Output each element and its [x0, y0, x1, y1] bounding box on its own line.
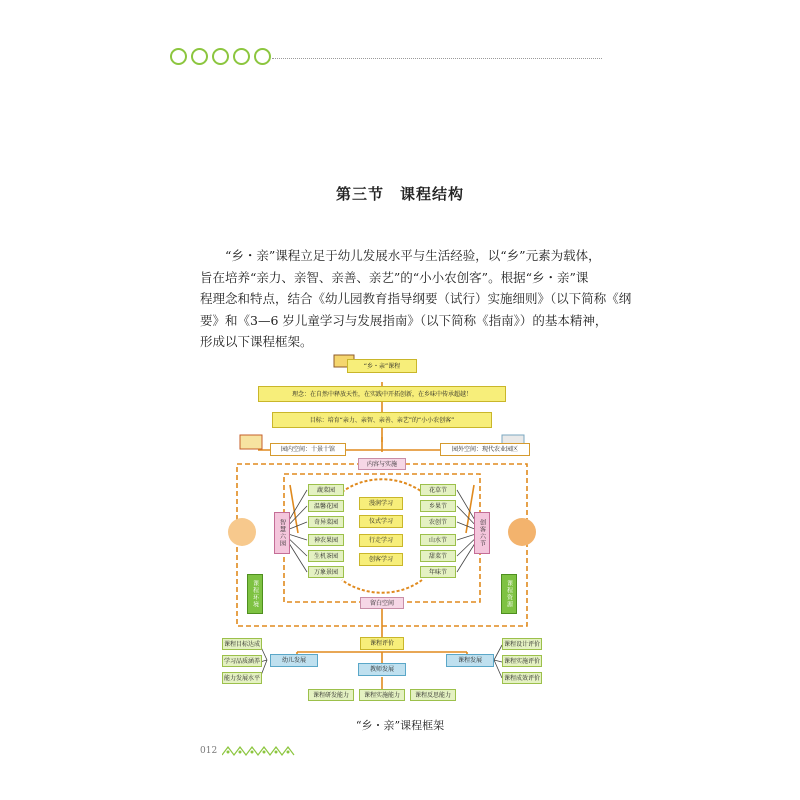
child-eval-item: 能力发展水平 — [222, 672, 262, 684]
page-number: 012 — [200, 746, 218, 756]
space-out-box: 园外空间：现代农业园区 — [440, 443, 530, 456]
figure-caption: “乡・亲”课程框架 — [355, 719, 445, 732]
right-item: 山水节 — [420, 534, 456, 546]
paragraph-line: 旨在培养“亲力、亲智、亲善、亲艺”的“小小农创客”。根据“乡・亲”课 — [200, 269, 589, 285]
left-group-box: 智慧六园 — [274, 512, 290, 554]
child-eval-item: 课程目标达成 — [222, 638, 262, 650]
child-dev-box: 幼儿发展 — [270, 654, 318, 667]
content-box: 内容与实施 — [358, 458, 406, 470]
idea-banner: 理念：在自然中释放天性，在实践中开拓创新，在乡味中传承超越！ — [258, 386, 506, 402]
course-title-box: “乡・亲”课程 — [347, 359, 417, 373]
paragraph-line: 程理念和特点，结合《幼儿园教育指导纲要（试行）实施细则》（以下简称《纲 — [200, 291, 632, 306]
left-item: 万象景园 — [308, 566, 344, 578]
right-group-box: 创客六节 — [474, 512, 490, 554]
child-eval-item: 学习品质涵养 — [222, 655, 262, 667]
left-item: 神农果园 — [308, 534, 344, 546]
right-item: 花草节 — [420, 484, 456, 496]
logo-circle — [212, 48, 229, 65]
right-item: 年味节 — [420, 566, 456, 578]
header-logo — [170, 48, 271, 65]
learning-item: 行走学习 — [359, 534, 403, 547]
section-title: 第三节 课程结构 — [335, 185, 464, 203]
blank-space-box: 留白空间 — [360, 597, 404, 609]
course-eval-item: 课程成效评价 — [502, 672, 542, 684]
body-paragraph — [200, 245, 632, 353]
course-eval-item: 课程实施评价 — [502, 655, 542, 667]
logo-circle — [170, 48, 187, 65]
teacher-eval-item: 课程反思能力 — [410, 689, 456, 701]
paragraph-line: “乡・亲”课程立足于幼儿发展水平与生活经验，以“乡”元素为载体， — [225, 248, 601, 263]
house-left-illustration — [240, 435, 262, 449]
left-item: 温馨花园 — [308, 500, 344, 512]
logo-circle — [191, 48, 208, 65]
paragraph-line: 形成以下课程框架。 — [200, 334, 313, 349]
learning-item: 创客学习 — [359, 553, 403, 566]
curriculum-diagram — [222, 352, 542, 712]
evaluation-box: 课程评价 — [360, 637, 404, 650]
left-item: 生机茶园 — [308, 550, 344, 562]
right-item: 乡果节 — [420, 500, 456, 512]
learning-item: 漫润学习 — [359, 497, 403, 510]
env-box: 课程环境 — [247, 574, 263, 614]
logo-circle — [254, 48, 271, 65]
left-item: 奇异菜园 — [308, 516, 344, 528]
header-rule — [272, 58, 602, 59]
resource-box: 课程资源 — [501, 574, 517, 614]
child-right-illustration — [508, 518, 536, 546]
course-eval-item: 课程设计评价 — [502, 638, 542, 650]
course-dev-box: 课程发展 — [446, 654, 494, 667]
teacher-eval-item: 课程实施能力 — [359, 689, 405, 701]
learning-item: 仪式学习 — [359, 515, 403, 528]
footer-decoration — [222, 745, 302, 757]
teacher-dev-box: 教师发展 — [358, 663, 406, 676]
teacher-eval-item: 课程研发能力 — [308, 689, 354, 701]
child-left-illustration — [228, 518, 256, 546]
space-in-box: 园内空间：十景十馆 — [270, 443, 346, 456]
right-item: 甜菜节 — [420, 550, 456, 562]
right-item: 农创节 — [420, 516, 456, 528]
logo-circle — [233, 48, 250, 65]
goal-banner: 目标：培育“亲力、亲智、亲善、亲艺”的“小小农创客” — [272, 412, 492, 428]
left-item: 蔬菜园 — [308, 484, 344, 496]
paragraph-line: 要》和《3—6 岁儿童学习与发展指南》（以下简称《指南》）的基本精神， — [200, 312, 608, 328]
